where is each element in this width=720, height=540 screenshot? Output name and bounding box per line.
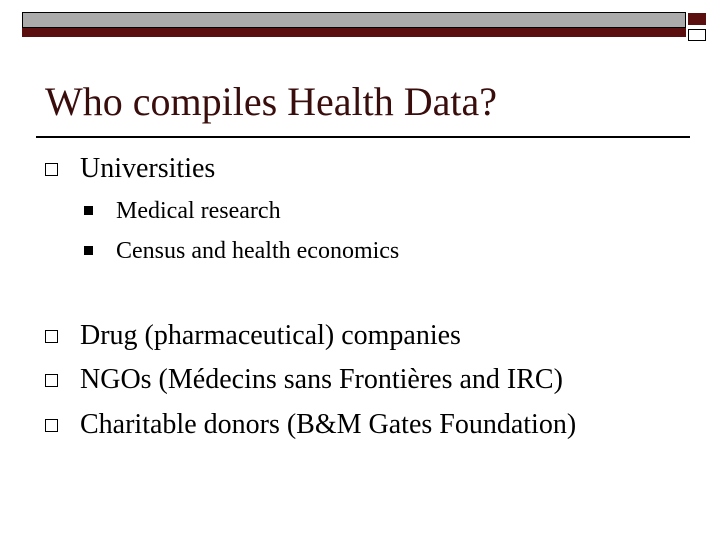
filled-square-bullet-icon: [84, 206, 93, 215]
title-underline: [36, 136, 690, 138]
sub-bullet-text: Medical research: [116, 198, 281, 224]
decor-top-bar: [22, 12, 686, 28]
hollow-square-bullet-icon: [45, 374, 58, 387]
decor-top-bar-accent: [22, 28, 686, 37]
decor-corner-square-filled: [688, 13, 706, 25]
decor-corner-square-outline: [688, 29, 706, 41]
hollow-square-bullet-icon: [45, 330, 58, 343]
bullet-text: Charitable donors (B&M Gates Foundation): [80, 409, 577, 440]
slide-title: Who compiles Health Data?: [45, 79, 498, 124]
bullet-text: NGOs (Médecins sans Frontières and IRC): [80, 364, 563, 395]
sub-bullet-text: Census and health economics: [116, 238, 400, 264]
hollow-square-bullet-icon: [45, 163, 58, 176]
bullet-text: Universities: [80, 153, 216, 184]
hollow-square-bullet-icon: [45, 419, 58, 432]
filled-square-bullet-icon: [84, 246, 93, 255]
bullet-text: Drug (pharmaceutical) companies: [80, 320, 461, 351]
